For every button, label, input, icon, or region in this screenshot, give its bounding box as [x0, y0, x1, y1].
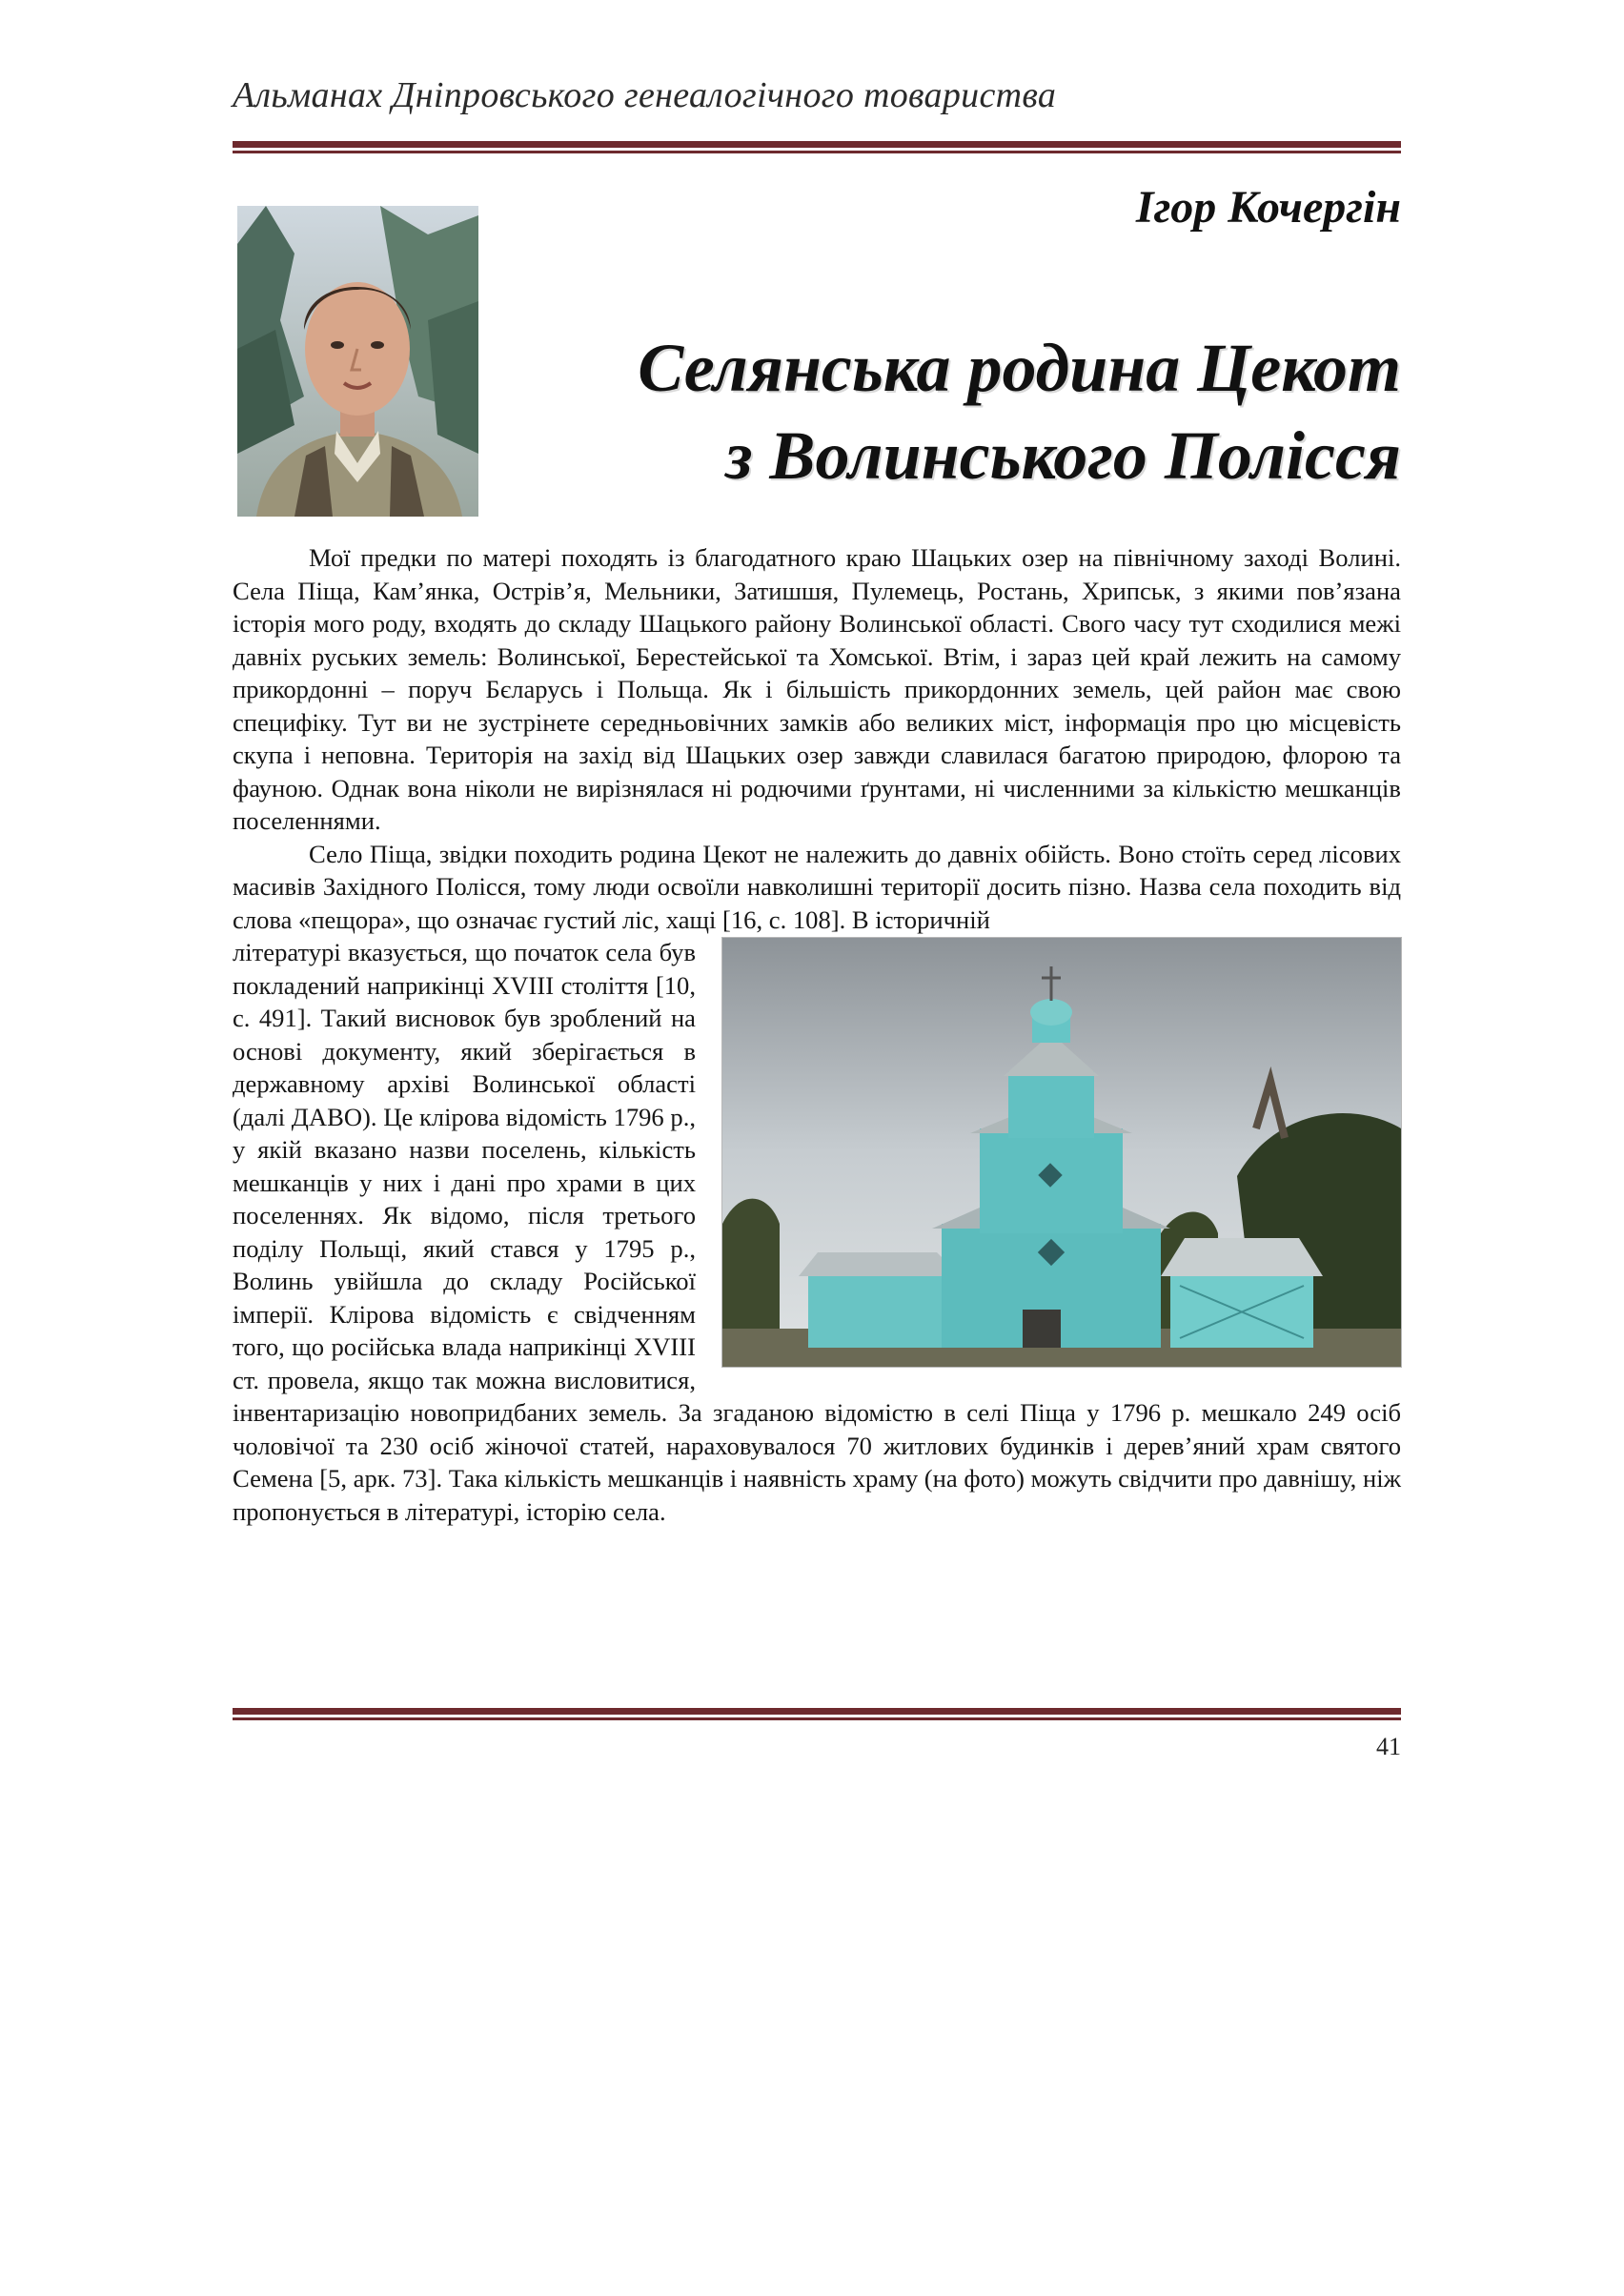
paragraph: літературі вказується, що початок села був покладений наприкінці XVIII століття [10, с. 491]. Такий висновок був зроблений на основі документу, який зберігається в державному архіві Волинської області (далі ДАВО). Це клірова відомість 1796 р., у якій вказано назви поселень, кількість мешканців у них і дані про храми в цих поселеннях. Як відомо, після третього поділу Польщі, який стався у 1795 р., Волинь увійшла до складу Російської імперії. Клірова відомість є свідченням того, що російська влада наприкінці XVIII ст. провела, якщо так можна висловитися, інвентаризацію новопридбаних земель. За згаданою відомістю в селі Піща у 1796 р. мешкало 249 осіб чоловічої та 230 осіб жіночої статей, нараховувалося 70 житлових будинків і дерев’яний храм святого Семена [5, арк. 73]. Така кількість мешканців і наявність храму (на фото) можуть свідчити про давнішу, ніж пропонується в літературі, історію села. — [233, 938, 1401, 1526]
article-title — [638, 324, 1401, 499]
footer-rule — [233, 1708, 1401, 1720]
article-body — [233, 541, 1401, 1528]
title-line-1: Селянська родина Цекот — [638, 330, 1401, 406]
church-photo — [722, 938, 1401, 1367]
article-author: Ігор Кочергін — [1135, 182, 1401, 233]
paragraph: Село Піща, звідки походить родина Цекот не належить до давніх обійсть. Воно стоїть серед лісових масивів Західного Полісся, тому люди освоїли навколишні території досить пізно. Назва села походить від слова «пещора», що означає густий ліс, хащі [16, с. 108]. В історичній — [233, 839, 1401, 934]
running-header: Альманах Дніпровського генеалогічного товариства — [233, 75, 1057, 115]
page-number: 41 — [1376, 1733, 1401, 1760]
author-photo — [237, 206, 478, 517]
title-line-2: з Волинського Полісся — [725, 417, 1401, 494]
paragraph: Мої предки по матері походять із благодатного краю Шацьких озер на північному заході Волині. Села Піща, Кам’янка, Острів’я, Мельники, Затишшя, Пулемець, Ростань, Хрипськ, з якими пов’язана історія мого роду, входять до складу Шацького району Волинської області. Свого часу тут сходилися межі давніх руських земель: Волинської, Берестейської та Хомської. Втім, і зараз цей край лежить на самому прикордонні – поруч Бєларусь і Польща. Як і більшість прикордонних земель, цей район має свою специфіку. Тут ви не зустрінете середньовічних замків або великих міст, інформація про цю місцевість скупа і неповна. Територія на захід від Шацьких озер завжди славилася багатою природою, флорою та фауною. Однак вона ніколи не вирізнялася ні родючими ґрунтами, ні численними за кількістю мешканців поселеннями. — [233, 543, 1401, 835]
header-rule — [233, 141, 1401, 153]
